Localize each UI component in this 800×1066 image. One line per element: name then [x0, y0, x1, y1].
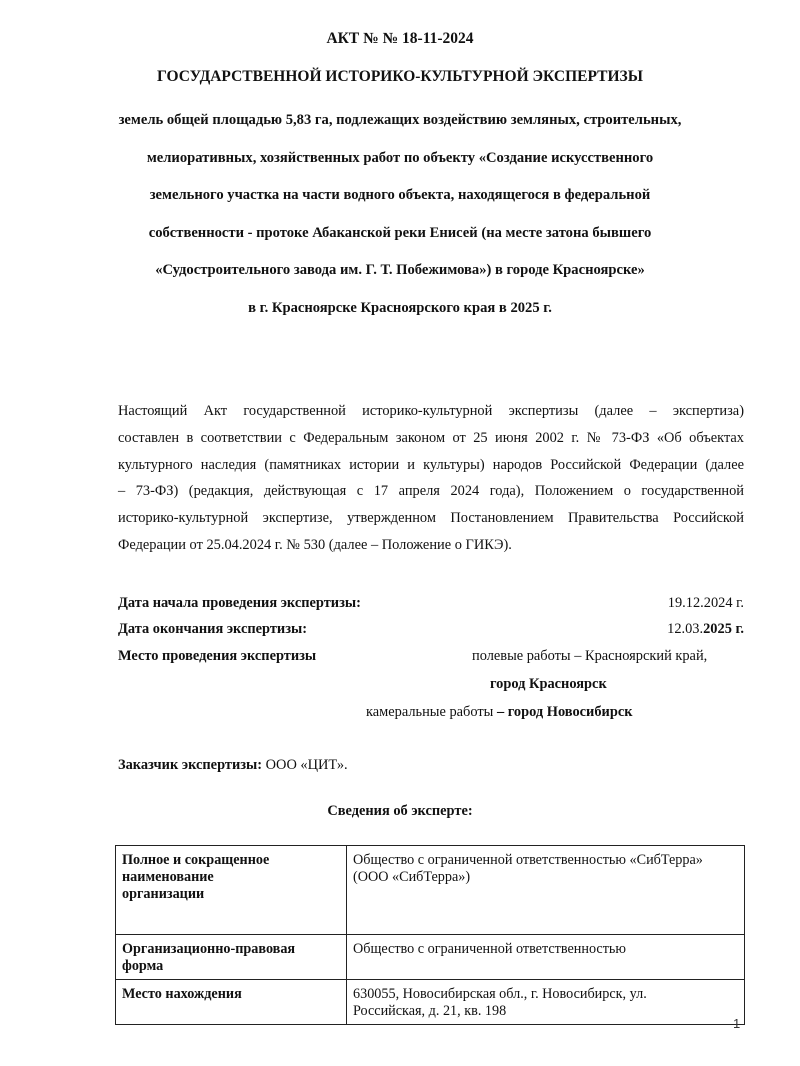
table-key-cell — [116, 980, 347, 1025]
key-line: Место нахождения — [122, 986, 242, 1002]
intro-line: Федерации от 25.04.2024 г. № 530 (далее – Положение о ГИКЭ). — [118, 536, 512, 553]
table-value-cell — [347, 980, 745, 1025]
value-line: Общество с ограниченной ответственностью «СибТерра» — [353, 852, 703, 868]
place-office-city: – город Новосибирск — [496, 704, 633, 720]
place-row-city — [118, 670, 744, 698]
key-line: Полное и сокращенное — [122, 852, 270, 868]
value-line: 630055, Новосибирская обл., г. Новосибирск, ул. — [353, 986, 647, 1002]
key-line: Организационно-правовая — [122, 941, 296, 957]
customer-label: Заказчик экспертизы: — [118, 757, 263, 773]
expert-heading: Сведения об эксперте: — [327, 803, 473, 819]
act-description-line: в г. Красноярске Красноярского края в 2025 г. — [248, 299, 552, 316]
start-date-label: Дата начала проведения экспертизы: — [118, 595, 361, 611]
value-line: (ООО «СибТерра») — [353, 869, 471, 885]
place-office-label: камеральные работы — [366, 704, 497, 720]
place-field-work: полевые работы – Красноярский край, — [472, 648, 708, 664]
table-value-cell — [347, 935, 745, 980]
expert-info-table — [115, 845, 745, 1025]
place-row-office — [118, 698, 744, 726]
value-line: Российская, д. 21, кв. 198 — [353, 1003, 507, 1019]
table-key-cell — [116, 846, 347, 935]
expertise-dates — [118, 590, 744, 726]
key-line: форма — [122, 958, 164, 974]
act-description-line: земельного участка на части водного объекта, находящегося в федеральной — [149, 187, 651, 203]
end-date-year: 2025 г. — [703, 621, 744, 637]
customer-line — [118, 757, 348, 774]
value-line: Общество с ограниченной ответственностью — [353, 941, 626, 957]
page-number: 1 — [733, 1016, 741, 1031]
intro-line: историко-культурной экспертизе, утвержденном Постановлением Правительства Российской — [118, 510, 744, 527]
end-date-row — [118, 616, 744, 642]
start-date-value: 19.12.2024 г. — [667, 595, 744, 611]
customer-value: ООО «ЦИТ». — [262, 757, 348, 773]
place-label: Место проведения экспертизы — [118, 648, 317, 664]
intro-line: – 73-ФЗ) (редакция, действующая с 17 апреля 2024 года), Положением о государственной — [118, 483, 744, 500]
place-city: город Красноярск — [490, 676, 607, 692]
table-row — [116, 846, 745, 935]
intro-line: культурного наследия (памятниках истории и культуры) народов Российской Федерации (далее — [118, 456, 744, 473]
act-description — [0, 105, 800, 330]
intro-line: Настоящий Акт государственной историко-культурной экспертизы (далее – экспертиза) — [118, 403, 744, 419]
key-line: организации — [122, 886, 205, 902]
end-date-day-month: 12.03. — [667, 621, 704, 637]
end-date-label: Дата окончания экспертизы: — [118, 621, 308, 637]
act-title: АКТ № № 18-11-2024 — [326, 30, 474, 47]
table-row — [116, 935, 745, 980]
table-row — [116, 980, 745, 1025]
act-description-line: земель общей площадью 5,83 га, подлежащих воздействию земляных, строительных, — [118, 112, 682, 128]
act-description-line: «Судостроительного завода им. Г. Т. Побежимова») в городе Красноярске» — [155, 262, 645, 278]
start-date-row — [118, 590, 744, 616]
place-row — [118, 642, 744, 670]
act-subtitle: ГОСУДАРСТВЕННОЙ ИСТОРИКО-КУЛЬТУРНОЙ ЭКСПЕРТИЗЫ — [157, 68, 643, 85]
intro-paragraph — [118, 398, 744, 559]
act-description-line: мелиоративных, хозяйственных работ по объекту «Создание искусственного — [146, 149, 654, 166]
table-value-cell — [347, 846, 745, 935]
end-date-value — [667, 616, 744, 642]
intro-line: составлен в соответствии с Федеральным законом от 25 июня 2002 г. № 73-ФЗ «Об объектах — [118, 429, 744, 446]
act-description-line: собственности - протоке Абаканской реки Енисей (на месте затона бывшего — [148, 224, 652, 241]
table-key-cell — [116, 935, 347, 980]
place-office-work — [366, 698, 633, 726]
key-line: наименование — [122, 869, 214, 885]
